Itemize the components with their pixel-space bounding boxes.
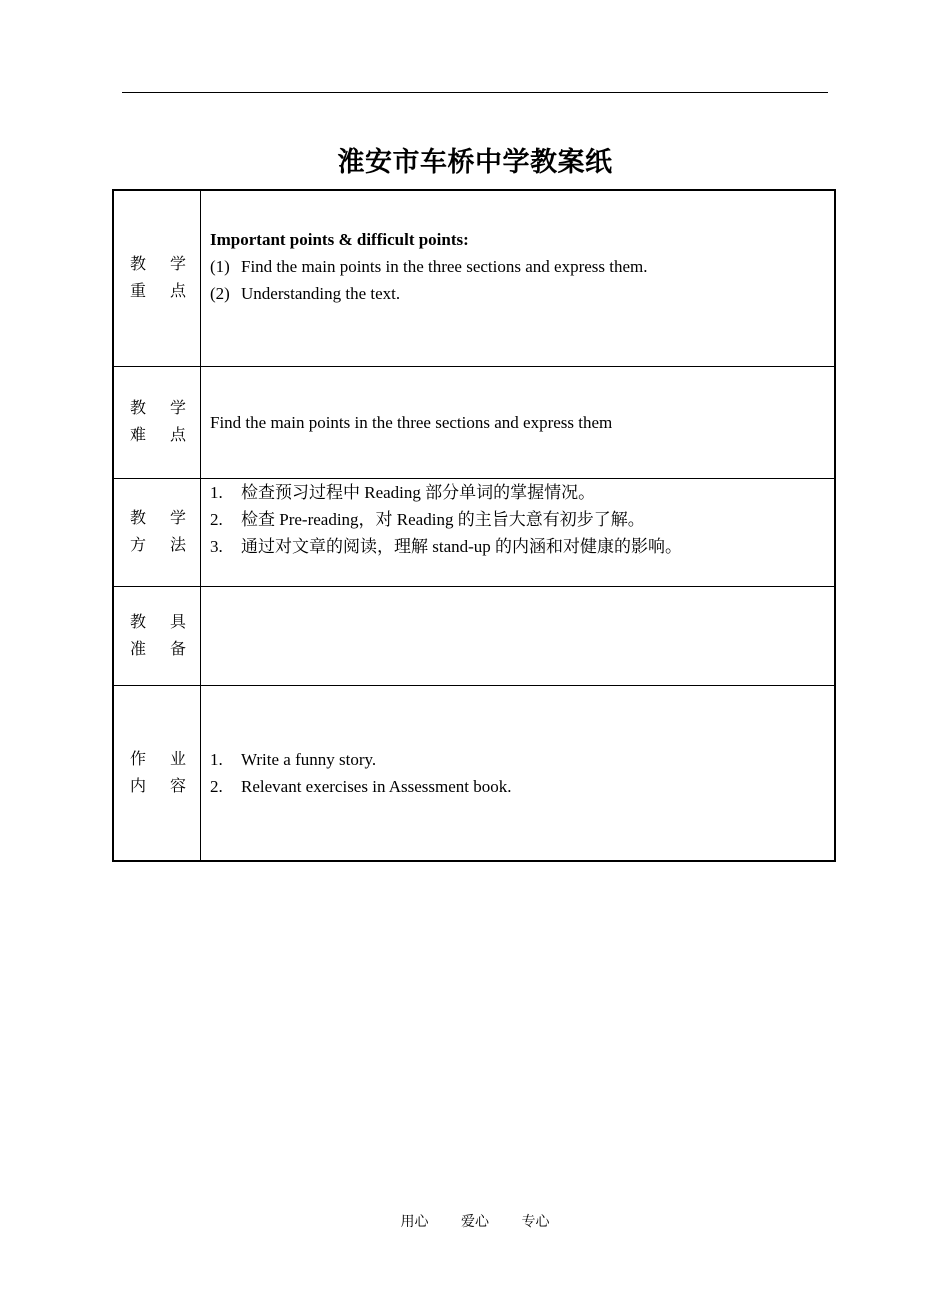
- list-item: (2) Understanding the text.: [210, 283, 401, 303]
- list-item: (1) Find the main points in the three sections and express them.: [210, 256, 648, 276]
- row-label-difficult-points: 教 学 难 点: [130, 400, 186, 444]
- row-label-cell: [113, 366, 201, 478]
- page-footer: [0, 1212, 950, 1232]
- table-row-materials: [113, 586, 835, 685]
- list-item: 1. Write a funny story.: [210, 749, 377, 769]
- row-content-cell: [201, 478, 836, 586]
- row-label-cell: [113, 586, 201, 685]
- row-label-homework: 作 业 内 容: [130, 750, 186, 795]
- row-label-methods: 教 学 方 法: [130, 510, 186, 554]
- homework-content: [201, 746, 834, 800]
- table-row-homework: [113, 685, 835, 861]
- table-row-methods: [113, 478, 835, 586]
- row-label-cell: [113, 685, 201, 861]
- footer-text: 专心: [521, 1214, 550, 1230]
- row-content-cell: [201, 586, 836, 685]
- list-item: 1. 检查预习过程中 Reading 部分单词的掌握情况。: [210, 482, 596, 502]
- key-points-content: [201, 226, 834, 307]
- table-row-difficult-points: [113, 366, 835, 478]
- row-label-materials: 教 具 准 备: [130, 613, 186, 658]
- row-content-cell: [201, 366, 836, 478]
- footer-text: 爱心: [461, 1214, 489, 1230]
- list-item: 2. 检查 Pre-reading，对 Reading 的主旨大意有初步了解。: [210, 509, 645, 529]
- lesson-plan-table: [112, 189, 836, 862]
- table-row-key-points: [113, 190, 835, 366]
- list-item: 3. 通过对文章的阅读，理解 stand-up 的内涵和对健康的影响。: [210, 536, 683, 556]
- row-label-cell: [113, 190, 201, 366]
- row-content-cell: [201, 190, 836, 366]
- difficult-points-content: Find the main points in the three sections and express them: [210, 412, 613, 432]
- header-rule: [122, 92, 828, 93]
- footer-text: 用心: [400, 1214, 429, 1230]
- row-content-cell: [201, 685, 836, 861]
- document-title: 淮安市车桥中学教案纸: [337, 147, 613, 177]
- key-points-heading: Important points & difficult points:: [210, 229, 469, 249]
- list-item: 2. Relevant exercises in Assessment book.: [210, 776, 512, 796]
- row-label-cell: [113, 478, 201, 586]
- row-label-key-points: 教 学 重 点: [130, 256, 186, 301]
- methods-content: [201, 479, 834, 560]
